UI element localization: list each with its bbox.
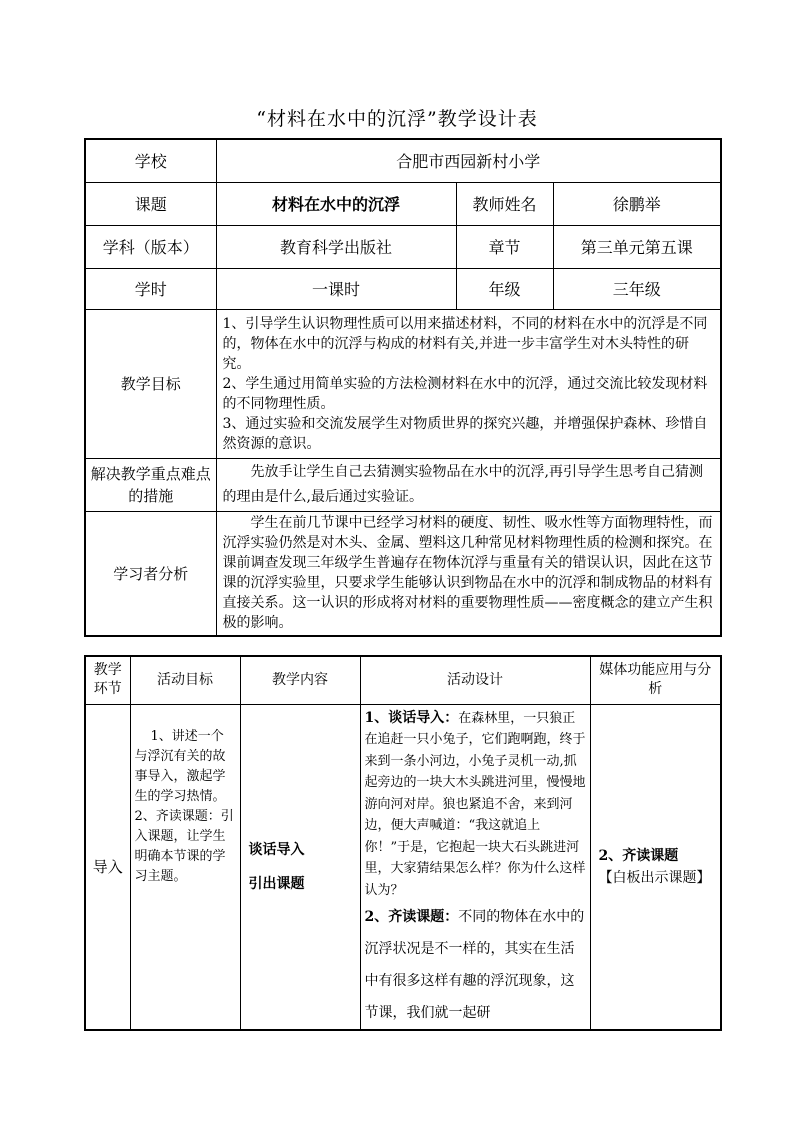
goals-label: 教学目标: [85, 309, 216, 458]
stage-cell: 导入: [85, 704, 130, 1030]
hours-label: 学时: [85, 268, 216, 309]
design-step-text: 在森林里，一只狼正在追赶一只小兔子，它们跑啊跑，终于来到一条小河边，小兔子灵机一动,抓起旁边的一块大木头跳进河里，慢慢地游向河对岸。狼也紧追不舍，来到河边，便大声喊道：“我这就追上你！”于是，它抱起一块大石头跳进河里，大家猜结果怎么样？你为什么这样认为？: [364, 710, 586, 898]
measures-text: 先放手让学生自己去猜测实验物品在水中的沉浮,再引导学生思考自己猜测的理由是什么,最后通过实验证。: [216, 458, 721, 511]
row-topic: [85, 182, 721, 225]
goal-point: 2、齐读课题：引入课题，让学生明确本节课的学习主题。: [134, 808, 234, 884]
media-text: 【白板出示课题】: [598, 869, 711, 886]
row-measures: [85, 458, 721, 511]
content-item: 引出课题: [248, 875, 305, 892]
goals-text: [216, 309, 721, 458]
measures-label: 解决教学重点难点的措施: [85, 458, 216, 511]
design-step-lead: 2、齐读课题：: [364, 909, 459, 925]
process-header-row: [85, 656, 721, 704]
header-goal: 活动目标: [130, 656, 240, 704]
teaching-process-table: [84, 655, 722, 1031]
design-step-lead: 1、谈话导入：: [364, 709, 459, 726]
topic-value: 材料在水中的沉浮: [216, 182, 456, 225]
teacher-label: 教师姓名: [456, 182, 553, 225]
goal-item: 1、引导学生认识物理性质可以用来描述材料，不同的材料在水中的沉浮是不同的，物体在水中的沉浮与构成的材料有关,并进一步丰富学生对木头特性的研究。: [222, 315, 708, 372]
row-goals: [85, 309, 721, 458]
row-learner: [85, 511, 721, 636]
row-hours: [85, 268, 721, 309]
table-row: [85, 704, 721, 1030]
hours-value: 一课时: [216, 268, 456, 309]
media-cell: [590, 704, 721, 1030]
header-content: 教学内容: [240, 656, 360, 704]
row-subject: [85, 225, 721, 268]
chapter-value: 第三单元第五课: [553, 225, 721, 268]
design-step-text: 不同的物体在水中的沉浮状况是不一样的，其实在生活中有很多这样有趣的浮沉现象，这节课，我们就一起研: [364, 909, 585, 1021]
header-design: 活动设计: [360, 656, 590, 704]
design-cell: [360, 704, 590, 1030]
learner-text: 学生在前几节课中已经学习材料的硬度、韧性、吸水性等方面物理特性，而沉浮实验仍然是对木头、金属、塑料这几种常见材料物理性质的检测和探究。在课前调查发现三年级学生普遍存在物体沉浮与重量有关的错误认识，因此在这节课的沉浮实验里，只要求学生能够认识到物品在水中的沉浮和制成物品的材料有直接关系。这一认识的形成将对材料的重要物理性质——密度概念的建立产生积极的影响。: [216, 511, 721, 636]
teacher-value: 徐鹏举: [553, 182, 721, 225]
chapter-label: 章节: [456, 225, 553, 268]
school-label: 学校: [85, 139, 216, 182]
goal-cell: [130, 704, 240, 1030]
learner-label: 学习者分析: [85, 511, 216, 636]
topic-label: 课题: [85, 182, 216, 225]
content-cell: [240, 704, 360, 1030]
content-item: 谈话导入: [248, 841, 305, 858]
subject-value: 教育科学出版社: [216, 225, 456, 268]
goal-item: 3、通过实验和交流发展学生对物质世界的探究兴趣，并增强保护森林、珍惜自然资源的意识。: [222, 415, 708, 452]
goal-point: 1、讲述一个与浮沉有关的故事导入，激起学生的学习热情。: [134, 728, 226, 804]
header-stage: 教学环节: [85, 656, 130, 704]
school-value: 合肥市西园新村小学: [216, 139, 721, 182]
grade-label: 年级: [456, 268, 553, 309]
row-school: [85, 139, 721, 182]
subject-label: 学科（版本）: [85, 225, 216, 268]
header-media: 媒体功能应用与分析: [590, 656, 721, 704]
lesson-info-table: [84, 138, 722, 637]
page-title: “材料在水中的沉浮”教学设计表: [256, 108, 538, 130]
goal-item: 2、学生通过用简单实验的方法检测材料在水中的沉浮，通过交流比较发现材料的不同物理性质。: [222, 375, 708, 412]
grade-value: 三年级: [553, 268, 721, 309]
media-lead: 2、齐读课题: [598, 847, 679, 864]
